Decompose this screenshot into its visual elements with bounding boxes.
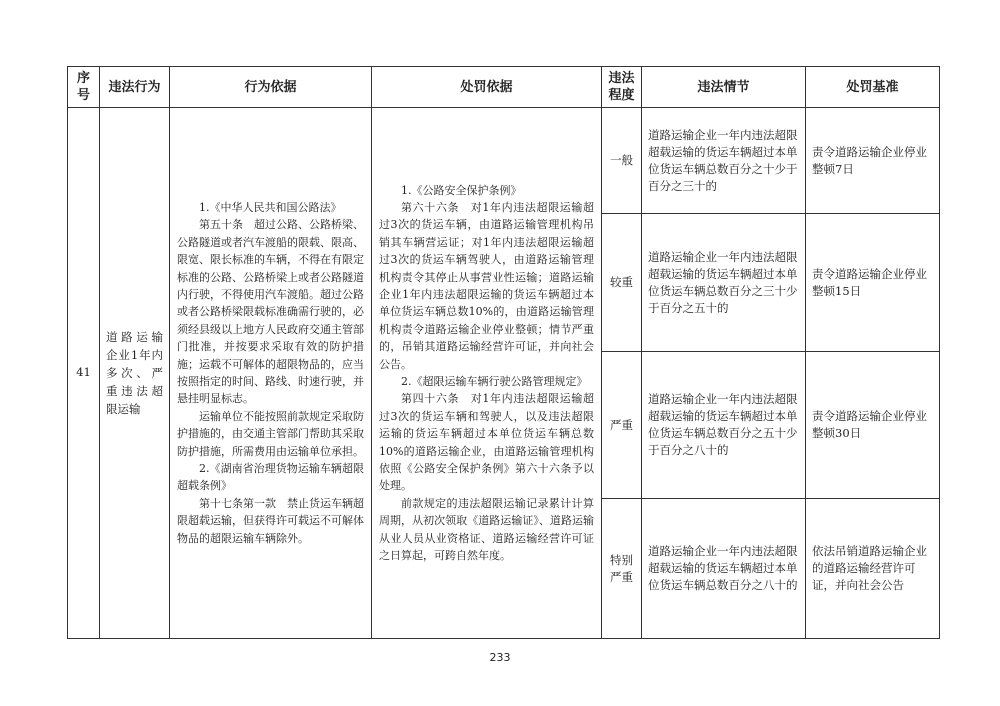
degree-cell: 一般 (602, 108, 642, 214)
header-penalty-basis: 处罚依据 (372, 67, 602, 108)
degree-cell: 较重 (602, 214, 642, 352)
basis-article-50: 第五十条 超过公路、公路桥梁、公路隧道或者汽车渡船的限载、限高、限宽、限长标准的车辆，不得在有限定标准的公路、公路桥梁上或者公路隧道内行驶，不得使用汽车渡船。超过公路或者公路桥梁限载标准确需行驶的，必须经县级以上地方人民政府交通主管部门批准，并按要求采取有效的防护措施；运载不可解体的超限物品的，应当按照指定的时间、路线、时速行驶，并悬挂明显标志。 (177, 218, 364, 406)
penalty-basis (372, 108, 602, 639)
table-row (68, 108, 940, 214)
standard-cell: 责令道路运输企业停业整顿7日 (806, 108, 940, 214)
act-basis (170, 108, 372, 639)
header-circumstance: 违法情节 (642, 67, 806, 108)
standard-cell: 责令道路运输企业停业整顿30日 (806, 352, 940, 499)
circumstance-cell: 道路运输企业一年内违法超限超载运输的货运车辆超过本单位货运车辆总数百分之五十少于百分之八十的 (642, 352, 806, 499)
header-basis: 行为依据 (170, 67, 372, 108)
penalty-article-46: 第四十六条 对1年内违法超限运输超过3次的货运车辆和驾驶人，以及违法超限运输的货运车辆超过本单位货运车辆总数10%的道路运输企业，由道路运输管理机构依照《公路安全保护条例》第六十六条予以处理。 (379, 392, 594, 493)
penalty-standard-table (67, 66, 940, 639)
degree-cell: 特别严重 (602, 499, 642, 639)
header-act: 违法行为 (100, 67, 170, 108)
page-number: 233 (489, 651, 511, 664)
header-degree: 违法程度 (602, 67, 642, 108)
circumstance-cell: 道路运输企业一年内违法超限超载运输的货运车辆超过本单位货运车辆总数百分之十少于百分之三十的 (642, 108, 806, 214)
basis-law-title-1: 1.《中华人民共和国公路法》 (199, 200, 342, 214)
basis-article-50-para2: 运输单位不能按照前款规定采取防护措施的，由交通主管部门帮助其采取防护措施，所需费用由运输单位承担。 (177, 409, 364, 458)
degree-cell: 严重 (602, 352, 642, 499)
circumstance-cell: 道路运输企业一年内违法超限超载运输的货运车辆超过本单位货运车辆总数百分之三十少于百分之五十的 (642, 214, 806, 352)
row-number: 41 (68, 108, 100, 639)
header-standard: 处罚基准 (806, 67, 940, 108)
violation-act: 道路运输企业1年内多次、严重违法超限运输 (100, 108, 170, 639)
header-row (68, 67, 940, 108)
penalty-article-46-para2: 前款规定的违法超限运输记录累计计算周期，从初次领取《道路运输证》、道路运输从业人员从业资格证、道路运输经营许可证之日算起，可跨自然年度。 (379, 496, 594, 563)
standard-cell: 依法吊销道路运输企业的道路运输经营许可证，并向社会公告 (806, 499, 940, 639)
penalty-law-title-2: 2.《超限运输车辆行驶公路管理规定》 (401, 375, 588, 388)
circumstance-cell: 道路运输企业一年内违法超限超载运输的货运车辆超过本单位货运车辆总数百分之八十的 (642, 499, 806, 639)
basis-law-title-2: 2.《湖南省治理货物运输车辆超限超载条例》 (177, 462, 364, 493)
basis-article-17: 第十七条第一款 禁止货运车辆超限超载运输，但获得许可载运不可解体物品的超限运输车辆除外。 (177, 496, 364, 545)
penalty-article-66: 第六十六条 对1年内违法超限运输超过3次的货运车辆，由道路运输管理机构吊销其车辆营运证；对1年内违法超限运输超过3次的货运车辆驾驶人，由道路运输管理机构责令其停止从事营业性运输；道路运输企业1年内违法超限运输的货运车辆超过本单位货运车辆总数10%的，由道路运输管理机构责令道路运输企业停业整顿；情节严重的，吊销其道路运输经营许可证，并向社会公告。 (379, 200, 594, 371)
header-no: 序号 (68, 67, 100, 108)
penalty-law-title-1: 1.《公路安全保护条例》 (401, 183, 522, 197)
standard-cell: 责令道路运输企业停业整顿15日 (806, 214, 940, 352)
